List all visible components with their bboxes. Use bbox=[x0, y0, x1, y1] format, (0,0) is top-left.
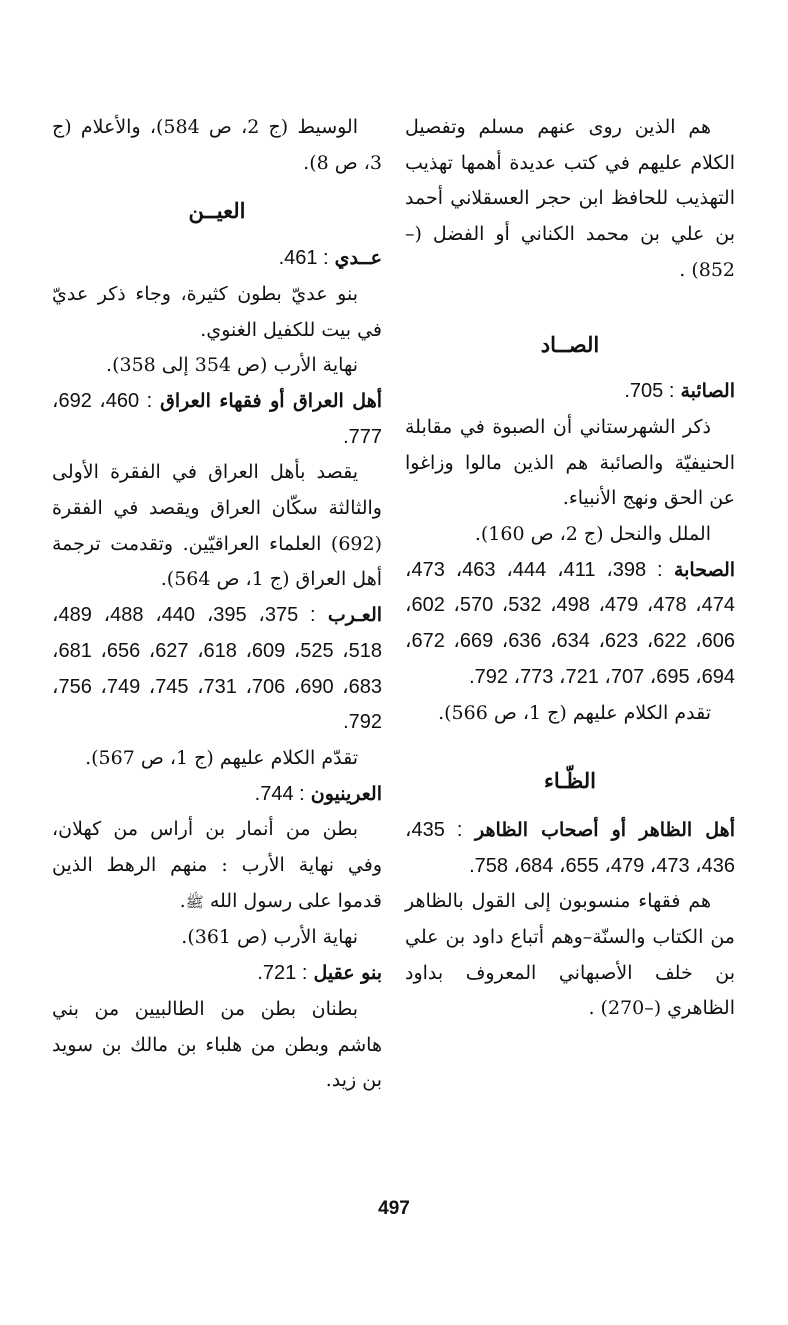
entry-description: بنو عديّ بطون كثيرة، وجاء ذكر عديّ في بيت للكفيل الغنوي. bbox=[52, 282, 382, 341]
entry-sahaba bbox=[405, 553, 735, 696]
entry-paragraph-numbers: : 460، 692، 777. bbox=[52, 389, 382, 448]
entry-description bbox=[52, 812, 382, 920]
entry-reference: نهاية الأرب (ص 354 إلى 358). bbox=[106, 354, 358, 377]
entry-description-end: . bbox=[179, 889, 186, 912]
entry-reference: نهاية الأرب (ص 361). bbox=[181, 926, 358, 949]
entry-adi bbox=[52, 241, 382, 277]
entry-term: أهل العراق أو فقهاء العراق bbox=[160, 389, 382, 412]
intro-paragraph: هم الذين روى عنهم مسلم وتفصيل الكلام عليهم في كتب عديدة أهمها تهذيب التهذيب للحافظ ابن حجر العسقلاني أحمد بن علي بن محمد الكناني أو الفضل (–852) . bbox=[405, 116, 735, 281]
entry-paragraph-numbers: : 435، 436، 473، 479، 655، 684، 758. bbox=[405, 818, 735, 877]
page-number: 497 bbox=[378, 1198, 410, 1219]
entry-paragraph-numbers: : 461. bbox=[278, 247, 329, 270]
entry-paragraph-numbers: : 744. bbox=[254, 782, 305, 805]
entry-term: أهل الظاهر أو أصحاب الظاهر bbox=[475, 818, 735, 841]
entry-term: بنو عقيل bbox=[313, 962, 382, 985]
entry-reference: الملل والنحل (ج 2، ص 160). bbox=[474, 523, 711, 546]
entry-paragraph-numbers: : 375، 395، 440، 488، 489، 518، 525، 609، 618، 627، 656، 681، 683، 690، 706، 731، 745، 749، 756، 792. bbox=[52, 604, 382, 734]
entry-term: الصحابة bbox=[673, 558, 736, 581]
entry-iraq bbox=[52, 384, 382, 455]
entry-term: العـرب bbox=[327, 604, 383, 627]
entry-description: ذكر الشهرستاني أن الصبوة في مقابلة الحنيفيّة والصائبة هم الذين مالوا وزاغوا عن الحق ونهج الأنبياء. bbox=[405, 415, 735, 510]
entry-aqil bbox=[52, 956, 382, 992]
salutation-ligature: ﷺ bbox=[185, 892, 204, 911]
entry-reference: تقدّم الكلام عليهم (ج 1، ص 567). bbox=[85, 746, 358, 769]
section-heading-ain: العيــن bbox=[188, 198, 246, 224]
section-heading-za: الظّـاء bbox=[544, 768, 596, 794]
entry-saiba bbox=[405, 374, 735, 410]
entry-term: الصائبة bbox=[680, 380, 735, 403]
entry-reference: تقدم الكلام عليهم (ج 1، ص 566). bbox=[438, 701, 711, 724]
entry-description: هم فقهاء منسوبون إلى القول بالظاهر من الكتاب والسنّة–وهم أتباع داود بن علي بن خلف الأصبهاني المعروف بداود الظاهري (–270) . bbox=[405, 890, 735, 1020]
entry-term: العرينيون bbox=[310, 782, 382, 805]
entry-arab bbox=[52, 598, 382, 741]
entry-description-text: بطن من أنمار بن أراس من كهلان، وفي نهاية الأرب : منهم الرهط الذين قدموا على رسول الله bbox=[52, 818, 382, 912]
section-heading-sad: الصــاد bbox=[540, 331, 600, 357]
right-column bbox=[405, 110, 735, 1027]
entry-description: بطنان بطن من الطالبيين من بني هاشم وبطن من هلباء بن مالك بن سويد بن زيد. bbox=[52, 997, 382, 1092]
entry-term: عــدي bbox=[334, 247, 382, 270]
left-column bbox=[52, 110, 382, 1099]
entry-paragraph-numbers: : 721. bbox=[257, 962, 308, 985]
entry-urayni bbox=[52, 777, 382, 813]
continued-reference: الوسيط (ج 2، ص 584)، والأعلام (ج 3، ص 8). bbox=[52, 116, 382, 174]
entry-description: يقصد بأهل العراق في الفقرة الأولى والثالثة سكّان العراق ويقصد في الفقرة (692) العلماء العراقيّين. وتقدمت ترجمة أهل العراق (ج 1، ص 564). bbox=[52, 461, 382, 591]
entry-zahir bbox=[405, 813, 735, 884]
entry-paragraph-numbers: : 705. bbox=[624, 380, 675, 403]
entry-paragraph-numbers: : 398، 411، 444، 463، 473، 474، 478، 479، 498، 532، 570، 602، 606، 622، 623، 634، 636، 669، 672، 694، 695، 707، 721، 773، 792. bbox=[405, 558, 735, 688]
